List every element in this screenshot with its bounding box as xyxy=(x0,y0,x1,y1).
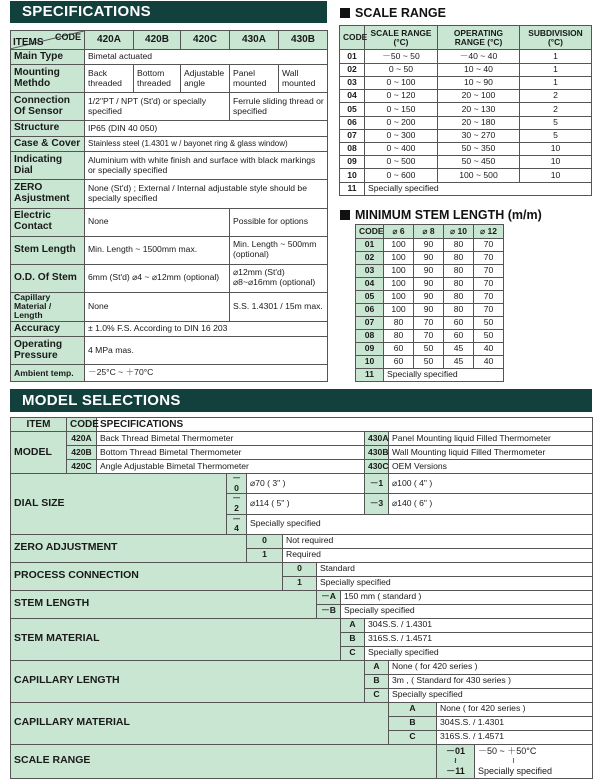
stem-d12-value: 50 xyxy=(474,317,504,330)
stem-code: 04 xyxy=(356,278,384,291)
scale-code-11-sel: －11 xyxy=(446,765,465,776)
scale-code: 10 xyxy=(340,169,365,182)
stem-d10-value: 60 xyxy=(444,317,474,330)
subdivision-value: 10 xyxy=(520,142,592,155)
accuracy-value: ± 1.0% F.S. According to DIN 16 203 xyxy=(85,321,328,337)
dial-value-1: ⌀100 ( 4" ) xyxy=(389,474,593,494)
min-stem-length-table xyxy=(355,224,504,382)
scale-range-value: 0 ~ 500 xyxy=(365,156,438,169)
scale-code: 07 xyxy=(340,129,365,142)
scale-code-11: 11 xyxy=(340,182,365,195)
subdivision-value: 1 xyxy=(520,76,592,89)
dial-label: Indicating Dial xyxy=(11,152,85,180)
stem-length-code-b: －B xyxy=(317,604,341,618)
stem-d10-value: 45 xyxy=(444,356,474,369)
stem-d12-value: 40 xyxy=(474,343,504,356)
model-header-item: ITEM xyxy=(11,418,67,432)
specifications-table xyxy=(10,30,328,382)
cap-material-value-a: None ( for 420 series ) xyxy=(437,702,593,716)
case-label: Case & Cover xyxy=(11,136,85,152)
stem-row xyxy=(356,278,504,291)
model-desc-420b: Bottom Thread Bimetal Thermometer xyxy=(97,446,365,460)
scale-header-subdivision: SUBDIVISION (°C) xyxy=(520,26,592,50)
scale-row xyxy=(340,142,592,155)
stem-code: 06 xyxy=(356,304,384,317)
mounting-420a: Back threaded xyxy=(85,65,134,93)
cap-length-value-b: 3m , ( Standard for 430 series ) xyxy=(389,674,593,688)
dial-code-0: －0 xyxy=(227,474,247,494)
scale-row xyxy=(340,116,592,129)
connection-420: 1/2"PT / NPT (St'd) or specially specified xyxy=(85,93,230,121)
operating-range-value: 20 ~ 130 xyxy=(438,103,520,116)
capillary-430: S.S. 1.4301 / 15m max. xyxy=(230,292,328,321)
scale-code: 06 xyxy=(340,116,365,129)
subdivision-value: 2 xyxy=(520,90,592,103)
dial-value: Aluminium with white finish and surface with black markings or specially specified xyxy=(85,152,328,180)
scale-range-value: －50 ~ 50 xyxy=(365,50,438,63)
stem-code-11: 11 xyxy=(356,369,384,382)
process-value-1: Specially specified xyxy=(317,576,593,590)
scale-range-value: 0 ~ 150 xyxy=(365,103,438,116)
capillary-420: None xyxy=(85,292,230,321)
accuracy-label: Accuracy xyxy=(11,321,85,337)
stem-d8-value: 50 xyxy=(414,356,444,369)
dial-code-3: －3 xyxy=(365,494,389,514)
stem-length-label: Stem Length xyxy=(11,236,85,264)
connection-label: Connection Of Sensor xyxy=(11,93,85,121)
scale-row xyxy=(340,103,592,116)
cap-length-value-a: None ( for 420 series ) xyxy=(389,660,593,674)
operating-range-value: 50 ~ 450 xyxy=(438,156,520,169)
operating-range-value: －40 ~ 40 xyxy=(438,50,520,63)
scale-range-value: 0 ~ 100 xyxy=(365,76,438,89)
stem-d6-value: 60 xyxy=(384,356,414,369)
stem-material-value-b: 316S.S. / 1.4571 xyxy=(365,632,593,646)
cap-material-value-b: 304S.S. / 1.4301 xyxy=(437,716,593,730)
model-code-430c: 430C xyxy=(365,460,389,474)
operating-range-value: 10 ~ 40 xyxy=(438,63,520,76)
scale-range-table xyxy=(339,25,592,196)
stem-specially-specified: Specially specified xyxy=(384,369,504,382)
connection-430: Ferrule sliding thread or specified xyxy=(230,93,328,121)
dial-code-2: －2 xyxy=(227,494,247,514)
stem-d8-value: 90 xyxy=(414,291,444,304)
model-420b-header: 420B xyxy=(134,31,181,50)
model-430a-header: 430A xyxy=(230,31,279,50)
scale-range-sel-label: SCALE RANGE xyxy=(11,744,437,778)
stem-row xyxy=(356,343,504,356)
subdivision-value: 2 xyxy=(520,103,592,116)
model-code-430a: 430A xyxy=(365,432,389,446)
stem-row xyxy=(356,291,504,304)
square-bullet-icon xyxy=(340,8,350,18)
stem-d8-value: 70 xyxy=(414,317,444,330)
mounting-420b: Bottom threaded xyxy=(134,65,181,93)
stem-material-code-a: A xyxy=(341,618,365,632)
stem-header-d10: ⌀ 10 xyxy=(444,225,474,239)
stem-row xyxy=(356,317,504,330)
scale-range-value: 0 ~ 300 xyxy=(365,129,438,142)
stem-d6-value: 100 xyxy=(384,252,414,265)
model-code-420b: 420B xyxy=(67,446,97,460)
stem-length-420: Min. Length ~ 1500mm max. xyxy=(85,236,230,264)
stem-length-sel-label: STEM LENGTH xyxy=(11,590,317,618)
stem-d12-value: 70 xyxy=(474,278,504,291)
zero-label: ZERO Asjustment xyxy=(11,180,85,208)
stem-d6-value: 80 xyxy=(384,317,414,330)
operating-range-value: 20 ~ 100 xyxy=(438,90,520,103)
stem-d10-value: 80 xyxy=(444,252,474,265)
stem-length-value-b: Specially specified xyxy=(341,604,593,618)
zero-value-0: Not required xyxy=(283,534,593,548)
cap-length-code-a: A xyxy=(365,660,389,674)
model-420a-header: 420A xyxy=(85,31,134,50)
case-value: Stainless steel (1.4301 w / bayonet ring & glass window) xyxy=(85,136,328,152)
stem-d10-value: 80 xyxy=(444,239,474,252)
stem-code: 08 xyxy=(356,330,384,343)
stem-row xyxy=(356,252,504,265)
stem-material-code-b: B xyxy=(341,632,365,646)
scale-code: 01 xyxy=(340,50,365,63)
dial-code-4: －4 xyxy=(227,514,247,534)
scale-range-value: 0 ~ 50 xyxy=(365,63,438,76)
mounting-430a: Panel mounted xyxy=(230,65,279,93)
stem-code: 02 xyxy=(356,252,384,265)
od-420: 6mm (St'd) ⌀4 ~ ⌀12mm (optional) xyxy=(85,264,230,292)
scale-value-separator: ≀ xyxy=(512,755,515,765)
scale-value-11-sel: Specially specified xyxy=(478,765,553,776)
zero-code-1: 1 xyxy=(247,548,283,562)
cap-material-code-a: A xyxy=(389,702,437,716)
cap-length-value-c: Specially specified xyxy=(389,688,593,702)
model-desc-420c: Angle Adjustable Bimetal Thermometer xyxy=(97,460,365,474)
pressure-value: 4 MPa mas. xyxy=(85,337,328,365)
subdivision-value: 5 xyxy=(520,116,592,129)
cap-material-value-c: 316S.S. / 1.4571 xyxy=(437,730,593,744)
scale-range-values xyxy=(475,745,592,778)
cap-length-code-c: C xyxy=(365,688,389,702)
zero-adjustment-label: ZERO ADJUSTMENT xyxy=(11,534,247,562)
square-bullet-icon xyxy=(340,210,350,220)
od-430: ⌀12mm (St'd) ⌀8~⌀16mm (optional) xyxy=(230,264,328,292)
stem-d8-value: 90 xyxy=(414,265,444,278)
structure-value: IP65 (DIN 40 050) xyxy=(85,121,328,137)
items-code-cell xyxy=(11,31,85,50)
model-420c-header: 420C xyxy=(181,31,230,50)
stem-d12-value: 70 xyxy=(474,239,504,252)
stem-d6-value: 100 xyxy=(384,291,414,304)
stem-d10-value: 60 xyxy=(444,330,474,343)
dial-value-4: Specially specified xyxy=(247,514,593,534)
process-value-0: Standard xyxy=(317,562,593,576)
scale-row xyxy=(340,63,592,76)
stem-d12-value: 70 xyxy=(474,265,504,278)
process-connection-label: PROCESS CONNECTION xyxy=(11,562,283,590)
stem-d12-value: 70 xyxy=(474,304,504,317)
dial-value-3: ⌀140 ( 6" ) xyxy=(389,494,593,514)
cap-length-code-b: B xyxy=(365,674,389,688)
capillary-length-label: CAPILLARY LENGTH xyxy=(11,660,365,702)
scale-value-01-sel: －50 ~ ＋50°C xyxy=(478,745,537,756)
stem-header-d6: ⌀ 6 xyxy=(384,225,414,239)
scale-range-value: 0 ~ 400 xyxy=(365,142,438,155)
stem-d6-value: 60 xyxy=(384,343,414,356)
stem-length-code-a: －A xyxy=(317,590,341,604)
scale-code: 09 xyxy=(340,156,365,169)
operating-range-value: 30 ~ 270 xyxy=(438,129,520,142)
stem-d10-value: 80 xyxy=(444,265,474,278)
stem-row xyxy=(356,304,504,317)
subdivision-value: 1 xyxy=(520,50,592,63)
operating-range-value: 20 ~ 180 xyxy=(438,116,520,129)
model-label: MODEL xyxy=(11,432,67,474)
stem-material-value-a: 304S.S. / 1.4301 xyxy=(365,618,593,632)
stem-d12-value: 70 xyxy=(474,252,504,265)
specifications-header: SPECIFICATIONS xyxy=(10,1,327,23)
model-desc-430b: Wall Mounting liquid Filled Thermometer xyxy=(389,446,593,460)
stem-row xyxy=(356,330,504,343)
od-label: O.D. Of Stem xyxy=(11,264,85,292)
items-label: ITEMS xyxy=(13,36,44,48)
scale-code: 03 xyxy=(340,76,365,89)
scale-range-value: 0 ~ 120 xyxy=(365,90,438,103)
model-code-420a: 420A xyxy=(67,432,97,446)
model-selections-header: MODEL SELECTIONS xyxy=(10,389,592,412)
scale-row xyxy=(340,50,592,63)
process-code-1: 1 xyxy=(283,576,317,590)
stem-material-code-c: C xyxy=(341,646,365,660)
stem-d12-value: 40 xyxy=(474,356,504,369)
stem-length-430: Min. Length ~ 500mm (optional) xyxy=(230,236,328,264)
stem-material-label: STEM MATERIAL xyxy=(11,618,341,660)
zero-code-0: 0 xyxy=(247,534,283,548)
dial-size-label: DIAL SIZE xyxy=(11,474,227,535)
stem-d6-value: 100 xyxy=(384,265,414,278)
stem-d6-value: 100 xyxy=(384,304,414,317)
scale-header-code: CODE xyxy=(340,26,365,50)
stem-d6-value: 100 xyxy=(384,239,414,252)
subdivision-value: 10 xyxy=(520,169,592,182)
stem-header-code: CODE xyxy=(356,225,384,239)
mounting-430b: Wall mounted xyxy=(279,65,328,93)
ambient-value: －25°C ~ ＋70°C xyxy=(85,365,328,382)
contact-label: Electric Contact xyxy=(11,208,85,236)
zero-value-1: Required xyxy=(283,548,593,562)
code-label: CODE xyxy=(54,32,81,42)
stem-d10-value: 80 xyxy=(444,278,474,291)
scale-range-value: 0 ~ 600 xyxy=(365,169,438,182)
stem-code: 07 xyxy=(356,317,384,330)
stem-d8-value: 90 xyxy=(414,304,444,317)
pressure-label: Operating Pressure xyxy=(11,337,85,365)
process-code-0: 0 xyxy=(283,562,317,576)
model-code-430b: 430B xyxy=(365,446,389,460)
cap-material-code-b: B xyxy=(389,716,437,730)
subdivision-value: 10 xyxy=(520,156,592,169)
contact-420: None xyxy=(85,208,230,236)
zero-value: None (St'd) ; External / Internal adjustable style should be specially specified xyxy=(85,180,328,208)
scale-code-01-sel: －01 xyxy=(445,745,465,756)
subdivision-value: 5 xyxy=(520,129,592,142)
scale-code: 04 xyxy=(340,90,365,103)
structure-label: Structure xyxy=(11,121,85,137)
scale-row xyxy=(340,169,592,182)
stem-material-value-c: Specially specified xyxy=(365,646,593,660)
stem-code: 03 xyxy=(356,265,384,278)
scale-specially-specified: Specially specified xyxy=(365,182,592,195)
scale-range-sel-cell xyxy=(437,744,593,778)
subdivision-value: 1 xyxy=(520,63,592,76)
model-desc-430c: OEM Versions xyxy=(389,460,593,474)
ambient-label: Ambient temp. xyxy=(11,365,85,382)
scale-code-separator: ≀ xyxy=(454,755,457,765)
model-header-code: CODE xyxy=(67,418,97,432)
scale-header-range: SCALE RANGE (°C) xyxy=(365,26,438,50)
scale-range-title xyxy=(340,6,446,20)
stem-d8-value: 50 xyxy=(414,343,444,356)
stem-d10-value: 80 xyxy=(444,304,474,317)
min-stem-length-title xyxy=(340,208,542,222)
model-code-420c: 420C xyxy=(67,460,97,474)
stem-row xyxy=(356,265,504,278)
operating-range-value: 50 ~ 350 xyxy=(438,142,520,155)
scale-row xyxy=(340,90,592,103)
stem-d12-value: 50 xyxy=(474,330,504,343)
min-stem-length-title-text: MINIMUM STEM LENGTH (m/m) xyxy=(355,208,542,222)
stem-d6-value: 100 xyxy=(384,278,414,291)
capillary-label: Capillary Material / Length xyxy=(11,292,85,321)
mounting-label: Mounting Methdo xyxy=(11,65,85,93)
stem-header-d12: ⌀ 12 xyxy=(474,225,504,239)
scale-row xyxy=(340,129,592,142)
model-header-spec: SPECIFICATIONS xyxy=(97,418,593,432)
model-desc-420a: Back Thread Bimetal Thermometer xyxy=(97,432,365,446)
stem-d8-value: 90 xyxy=(414,239,444,252)
stem-d12-value: 70 xyxy=(474,291,504,304)
operating-range-value: 100 ~ 500 xyxy=(438,169,520,182)
stem-code: 01 xyxy=(356,239,384,252)
stem-row xyxy=(356,356,504,369)
main-type-value: Bimetal actuated xyxy=(85,49,328,65)
dial-code-1: －1 xyxy=(365,474,389,494)
model-430b-header: 430B xyxy=(279,31,328,50)
stem-d6-value: 80 xyxy=(384,330,414,343)
model-selections-table xyxy=(10,417,593,779)
scale-row xyxy=(340,156,592,169)
dial-value-0: ⌀70 ( 3" ) xyxy=(247,474,365,494)
stem-d8-value: 90 xyxy=(414,252,444,265)
scale-code: 08 xyxy=(340,142,365,155)
stem-code: 10 xyxy=(356,356,384,369)
stem-d8-value: 70 xyxy=(414,330,444,343)
operating-range-value: 10 ~ 90 xyxy=(438,76,520,89)
mounting-420c: Adjustable angle xyxy=(181,65,230,93)
capillary-material-label: CAPILLARY MATERIAL xyxy=(11,702,389,744)
cap-material-code-c: C xyxy=(389,730,437,744)
stem-d10-value: 45 xyxy=(444,343,474,356)
scale-range-title-text: SCALE RANGE xyxy=(355,6,446,20)
scale-header-operating: OPERATING RANGE (°C) xyxy=(438,26,520,50)
stem-row xyxy=(356,239,504,252)
scale-range-codes xyxy=(437,745,475,778)
stem-code: 09 xyxy=(356,343,384,356)
stem-d8-value: 90 xyxy=(414,278,444,291)
scale-code: 05 xyxy=(340,103,365,116)
main-type-label: Main Type xyxy=(11,49,85,65)
dial-value-2: ⌀114 ( 5" ) xyxy=(247,494,365,514)
contact-430: Possible for options xyxy=(230,208,328,236)
scale-code: 02 xyxy=(340,63,365,76)
stem-code: 05 xyxy=(356,291,384,304)
scale-range-value: 0 ~ 200 xyxy=(365,116,438,129)
stem-length-value-a: 150 mm ( standard ) xyxy=(341,590,593,604)
scale-row xyxy=(340,76,592,89)
model-desc-430a: Panel Mounting liquid Filled Thermometer xyxy=(389,432,593,446)
stem-header-d8: ⌀ 8 xyxy=(414,225,444,239)
stem-d10-value: 80 xyxy=(444,291,474,304)
